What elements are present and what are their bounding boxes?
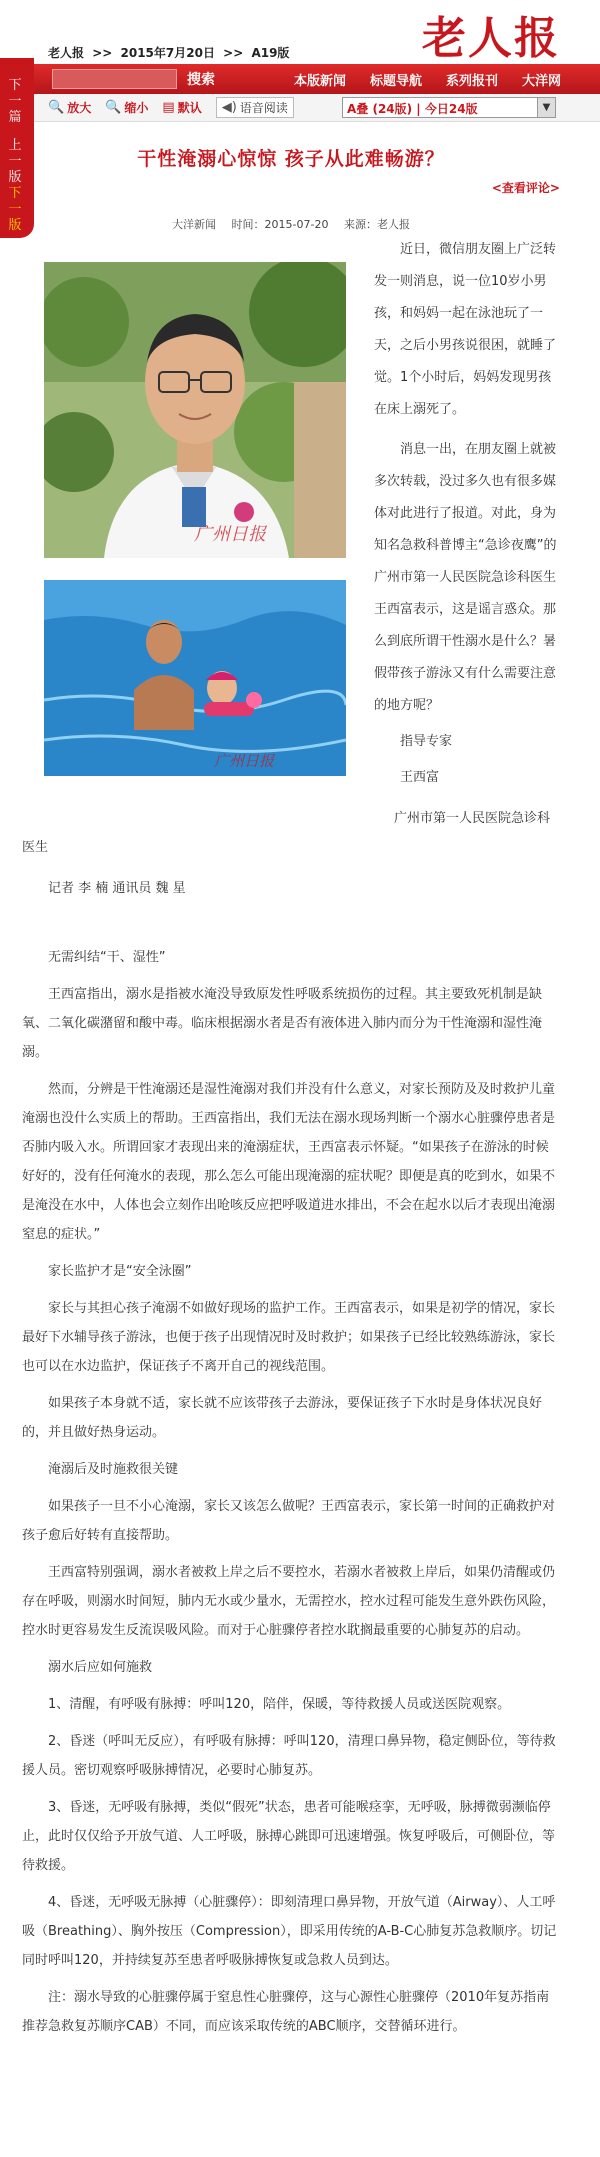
zoom-in-button[interactable] <box>48 99 91 116</box>
next-article-button[interactable]: 下一篇 <box>8 78 22 125</box>
section-heading: 淹溺后及时施救很关键 <box>48 1462 179 1477</box>
paragraph: 家长与其担心孩子淹溺不如做好现场的监护工作。王西富表示，如果是初学的情况，家长最好下水辅导孩子游泳，也便于孩子出现情况时及时救护；如果孩子已经比较熟练游泳，家长也可以在水边监护，保证孩子不离开自己的视线范围。 <box>22 1301 556 1374</box>
voice-read-button[interactable] <box>216 97 294 118</box>
article <box>22 122 560 2034</box>
paragraph: 指导专家 <box>400 734 453 749</box>
search-input[interactable] <box>52 69 177 89</box>
breadcrumb-separator: >> <box>92 46 113 60</box>
paragraph: 注：溺水导致的心脏骤停属于窒息性心脏骤停，这与心源性心脏骤停（2010年复苏指南推荐急救复苏顺序CAB）不同，而应该采取传统的ABC顺序，交替循环进行。 <box>22 1990 550 2034</box>
previous-page-button[interactable]: 上一版 <box>8 138 22 185</box>
section-heading: 家长监护才是“安全泳圈” <box>48 1264 192 1279</box>
speaker-icon: ◀) <box>221 100 237 115</box>
article-photo-portrait[interactable] <box>44 262 346 558</box>
paragraph: 然而，分辨是干性淹溺还是湿性淹溺对我们并没有什么意义，对家长预防及及时救护儿童淹溺也没什么实质上的帮助。王西富指出，我们无法在溺水现场判断一个溺水心脏骤停患者是否肺内吸入水。所谓回家才表现出来的淹溺症状，王西富表示怀疑。“如果孩子在游泳的时候好好的，没有任何淹水的表现，那么怎么可能出现淹溺的症状呢？即便是真的吃到水，如果不是淹没在水中，人体也会立刻作出呛咳反应把呼吸道进水排出，不会在起水以后才表现出淹溺窒息的症状。” <box>22 1082 556 1242</box>
nav-link-series[interactable]: 系列报刊 <box>446 73 499 89</box>
article-body <box>22 804 560 2049</box>
photo-watermark: 广州日报 <box>214 752 275 770</box>
page-select-value: A叠 (24版) | 今日24版 <box>347 102 478 116</box>
zoom-out-button[interactable] <box>105 99 148 116</box>
breadcrumb-item[interactable]: 2015年7月20日 <box>120 46 215 60</box>
paragraph: 4、昏迷，无呼吸无脉搏（心脏骤停）：即刻清理口鼻异物，开放气道（Airway）、人工呼吸（Breathing）、胸外按压（Compression），即采用传统的A-B-C心肺复苏急救顺序。切记同时呼叫120，并持续复苏至患者呼吸脉搏恢复或急救人员到达。 <box>22 1895 557 1968</box>
article-photo-pool[interactable] <box>44 580 346 776</box>
zoom-out-icon: 🔍 <box>105 100 122 115</box>
section-heading: 无需纠结“干、湿性” <box>48 950 166 965</box>
zoom-out-label: 缩小 <box>124 101 149 115</box>
zoom-in-icon: 🔍 <box>48 100 65 115</box>
expert-affiliation: 广州市第一人民医院急诊科 <box>394 811 551 826</box>
photo-watermark: 广州日报 <box>194 524 266 545</box>
nav-links <box>294 64 585 94</box>
default-size-label: 默认 <box>177 101 202 115</box>
meta-from: 来源：老人报 <box>343 218 410 231</box>
paragraph: 如果孩子一旦不小心淹溺，家长又该怎么做呢？王西富表示，家长第一时间的正确救护对孩子愈后好转有直接帮助。 <box>22 1499 556 1543</box>
document-icon: ▤ <box>162 100 175 115</box>
breadcrumb-item[interactable]: A19版 <box>251 46 290 60</box>
next-page-button[interactable]: 下一版 <box>8 186 22 233</box>
paragraph: 王西富指出，溺水是指被水淹没导致原发性呼吸系统损伤的过程。其主要致死机制是缺氧、二氧化碳潴留和酸中毒。临床根据溺水者是否有液体进入肺内而分为干性淹溺和湿性淹溺。 <box>22 987 543 1060</box>
article-meta <box>22 216 560 232</box>
nav-link-headline-nav[interactable]: 标题导航 <box>370 73 423 89</box>
paragraph: 如果孩子本身就不适，家长就不应该带孩子去游泳，要保证孩子下水时是身体状况良好的，并且做好热身运动。 <box>22 1396 543 1440</box>
view-comments-link[interactable]: <查看评论> <box>491 181 560 195</box>
reporter-line: 记者 李 楠 通讯员 魏 星 <box>48 881 186 896</box>
article-sections <box>22 943 560 2041</box>
meta-time: 时间：2015-07-20 <box>231 218 329 231</box>
nav-link-dayoo[interactable]: 大洋网 <box>522 73 562 89</box>
reading-toolbar <box>34 94 600 122</box>
breadcrumb-item[interactable]: 老人报 <box>48 46 85 60</box>
newspaper-logo[interactable]: 老人报 <box>422 13 560 64</box>
page-select[interactable] <box>342 97 556 118</box>
intro-paragraphs <box>374 234 560 794</box>
default-size-button[interactable] <box>162 99 201 116</box>
paragraph: 3、昏迷，无呼吸有脉搏，类似“假死”状态，患者可能喉痉挛，无呼吸，脉搏微弱濒临停止，此时仅仅给予开放气道、人工呼吸，脉搏心跳即可迅速增强。恢复呼吸后，可侧卧位，等待救援。 <box>22 1800 556 1873</box>
nav-bar <box>34 64 600 94</box>
paragraph: 王西富 <box>400 770 440 785</box>
voice-read-label: 语音阅读 <box>239 101 288 115</box>
article-title: 干性淹溺心惊惊 孩子从此难畅游？ <box>137 148 445 170</box>
paragraph: 消息一出，在朋友圈上就被多次转载，没过多久也有很多媒体对此进行了报道。对此，身为知名急救科普博主“急诊夜鹰”的广州市第一人民医院急诊科医生王西富表示，这是谣言惑众。那么到底所谓干性溺水是什么？暑假带孩子游泳又有什么需要注意的地方呢？ <box>374 442 557 713</box>
search-button[interactable]: 搜索 <box>187 72 215 88</box>
paragraph: 2、昏迷（呼叫无反应），有呼吸有脉搏：呼叫120，清理口鼻异物，稳定侧卧位，等待救援人员。密切观察呼吸脉搏情况，必要时心肺复苏。 <box>22 1734 556 1778</box>
meta-source: 大洋新闻 <box>172 218 217 231</box>
paragraph: 1、清醒，有呼吸有脉搏：呼叫120，陪伴，保暖，等待救援人员或送医院观察。 <box>48 1697 511 1712</box>
header <box>34 0 600 64</box>
section-heading: 溺水后应如何施救 <box>48 1660 153 1675</box>
breadcrumb-separator: >> <box>223 46 244 60</box>
paragraph: 王西富特别强调，溺水者被救上岸之后不要控水，若溺水者被救上岸后，如果仍清醒或仍存在呼吸，则溺水时间短，肺内无水或少量水，无需控水，控水过程可能发生意外跌伤风险，控水时更容易发生反流误吸风险。而对于心脏骤停者控水耽搁最重要的心肺复苏的启动。 <box>22 1565 556 1638</box>
expert-affiliation-tail: 医生 <box>22 840 49 855</box>
chevron-down-icon[interactable]: ▼ <box>537 98 555 117</box>
nav-link-section-news[interactable]: 本版新闻 <box>294 73 347 89</box>
breadcrumb <box>48 44 293 61</box>
paragraph: 近日，微信朋友圈上广泛转发一则消息，说一位10岁小男孩，和妈妈一起在泳池玩了一天，之后小男孩说很困，就睡了觉。1个小时后，妈妈发现男孩在床上溺死了。 <box>374 242 557 417</box>
zoom-in-label: 放大 <box>67 101 92 115</box>
